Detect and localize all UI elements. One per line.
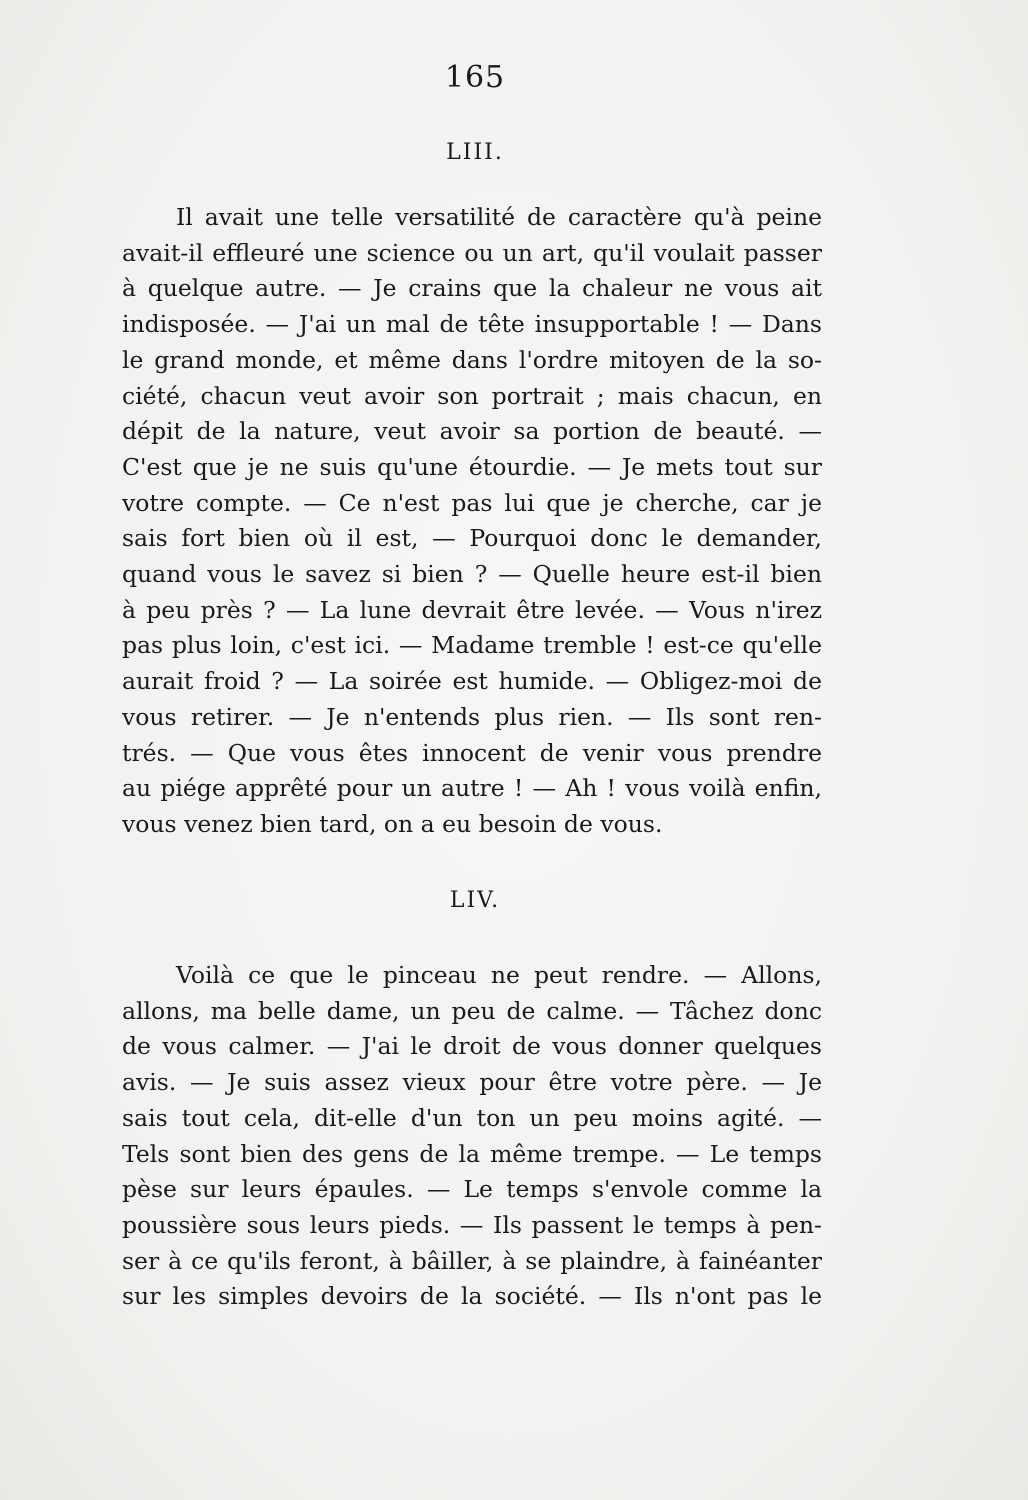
- page-number: 165: [444, 60, 506, 95]
- text-line: au piége apprêté pour un autre ! — Ah ! vous voilà enfin,: [122, 774, 822, 803]
- text-line: à peu près ? — La lune devrait être levée. — Vous n'irez: [122, 595, 822, 624]
- text-line: dépit de la nature, veut avoir sa portion de beauté. —: [122, 417, 822, 446]
- text-line: avait-il effleuré une science ou un art, qu'il voulait passer: [122, 238, 822, 267]
- text-line: le grand monde, et même dans l'ordre mitoyen de la so-: [122, 345, 822, 374]
- text-line: pas plus loin, c'est ici. — Madame tremble ! est-ce qu'elle: [122, 631, 822, 660]
- text-line: indisposée. — J'ai un mal de tête insupportable ! — Dans: [122, 310, 822, 339]
- text-line: avis. — Je suis assez vieux pour être votre père. — Je: [122, 1068, 822, 1097]
- text-line: vous retirer. — Je n'entends plus rien. — Ils sont ren-: [122, 702, 822, 731]
- text-line: sais fort bien où il est, — Pourquoi donc le demander,: [122, 524, 822, 553]
- text-line: C'est que je ne suis qu'une étourdie. — Je mets tout sur: [122, 452, 822, 481]
- text-line: sur les simples devoirs de la société. — Ils n'ont pas le: [122, 1282, 822, 1311]
- text-line: de vous calmer. — J'ai le droit de vous donner quelques: [122, 1032, 822, 1061]
- paragraph-liii: [122, 200, 822, 843]
- text-line: Il avait une telle versatilité de caractère qu'à peine: [176, 203, 822, 231]
- text-line: ciété, chacun veut avoir son portrait ; mais chacun, en: [122, 381, 822, 410]
- text-line: votre compte. — Ce n'est pas lui que je cherche, car je: [122, 488, 822, 517]
- text-line: aurait froid ? — La soirée est humide. — Obligez-moi de: [122, 667, 822, 696]
- text-line: pèse sur leurs épaules. — Le temps s'envole comme la: [122, 1175, 822, 1204]
- text-line: ser à ce qu'ils feront, à bâiller, à se plaindre, à fainéanter: [122, 1246, 822, 1275]
- section-heading-liii: LIII.: [446, 140, 504, 165]
- text-line: poussière sous leurs pieds. — Ils passent le temps à pen-: [122, 1210, 822, 1239]
- paragraph-liv: [122, 958, 822, 1315]
- text-line: allons, ma belle dame, un peu de calme. — Tâchez donc: [122, 996, 822, 1025]
- text-line: trés. — Que vous êtes innocent de venir vous prendre: [122, 738, 822, 767]
- text-line: à quelque autre. — Je crains que la chaleur ne vous ait: [122, 274, 822, 303]
- text-line: Voilà ce que le pinceau ne peut rendre. — Allons,: [176, 961, 822, 989]
- text-line: Tels sont bien des gens de la même trempe. — Le temps: [122, 1139, 822, 1168]
- text-line: quand vous le savez si bien ? — Quelle heure est-il bien: [122, 560, 822, 589]
- text-line: vous venez bien tard, on a eu besoin de vous.: [122, 809, 663, 838]
- section-heading-liv: LIV.: [449, 888, 501, 913]
- text-line: sais tout cela, dit-elle d'un ton un peu moins agité. —: [122, 1103, 822, 1132]
